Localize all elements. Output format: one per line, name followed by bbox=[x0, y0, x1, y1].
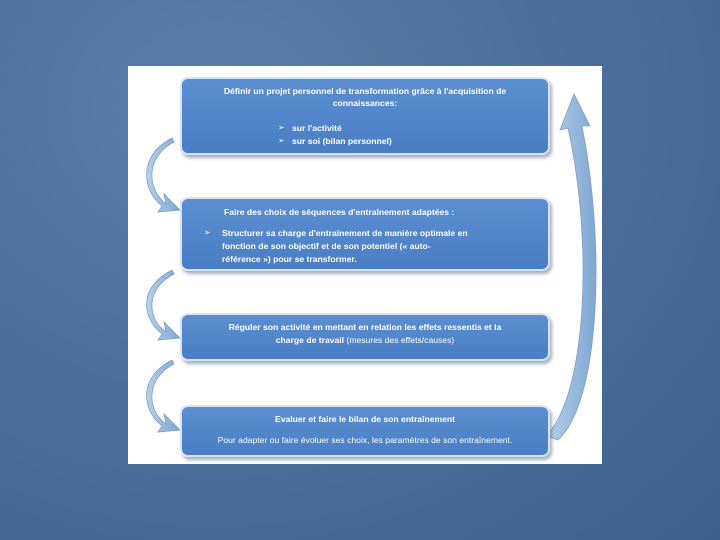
step2-title: Faire des choix de séquences d'entraînement adaptées : bbox=[224, 207, 455, 217]
left-arrow-2 bbox=[147, 270, 180, 340]
step-box-evaluate bbox=[180, 405, 550, 457]
bullet-icon: ➢ bbox=[204, 228, 211, 237]
step4-title: Evaluer et faire le bilan de son entraînement bbox=[274, 414, 456, 424]
bullet-icon: ➢ bbox=[278, 136, 285, 145]
step-box-choose-sequences bbox=[180, 197, 550, 271]
step2-item-line2: fonction de son objectif et de son potentiel (« auto- bbox=[222, 241, 431, 251]
step1-item-1: sur l'activité bbox=[292, 123, 342, 133]
bullet-icon: ➢ bbox=[278, 123, 285, 132]
step2-item-line3: référence ») pour se transformer. bbox=[222, 254, 357, 264]
step-box-define-project bbox=[180, 77, 550, 155]
step3-line2-normal: (mesures des effets/causes) bbox=[346, 335, 455, 345]
step1-title-line2: connaissances: bbox=[332, 98, 398, 108]
step-box-regulate-activity bbox=[180, 313, 550, 361]
step4-subtitle: Pour adapter ou faire évoluer ses choix, les paramètres de son entraînement. bbox=[217, 435, 513, 445]
step3-line2-bold: charge de travail bbox=[275, 335, 345, 345]
left-arrow-3 bbox=[147, 360, 180, 432]
step1-item-2: sur soi (bilan personnel) bbox=[292, 136, 392, 146]
step3-line2 bbox=[182, 335, 548, 345]
step3-line1: Réguler son activité en mettant en relation les effets ressentis et la bbox=[228, 322, 502, 332]
step1-title-line1: Définir un projet personnel de transformation grâce à l'acquisition de bbox=[223, 86, 507, 96]
step2-item-line1: Structurer sa charge d'entraînement de manière optimale en bbox=[222, 228, 468, 238]
diagram-panel bbox=[128, 66, 602, 464]
right-return-arrow bbox=[546, 94, 596, 440]
left-arrow-1 bbox=[147, 138, 180, 212]
